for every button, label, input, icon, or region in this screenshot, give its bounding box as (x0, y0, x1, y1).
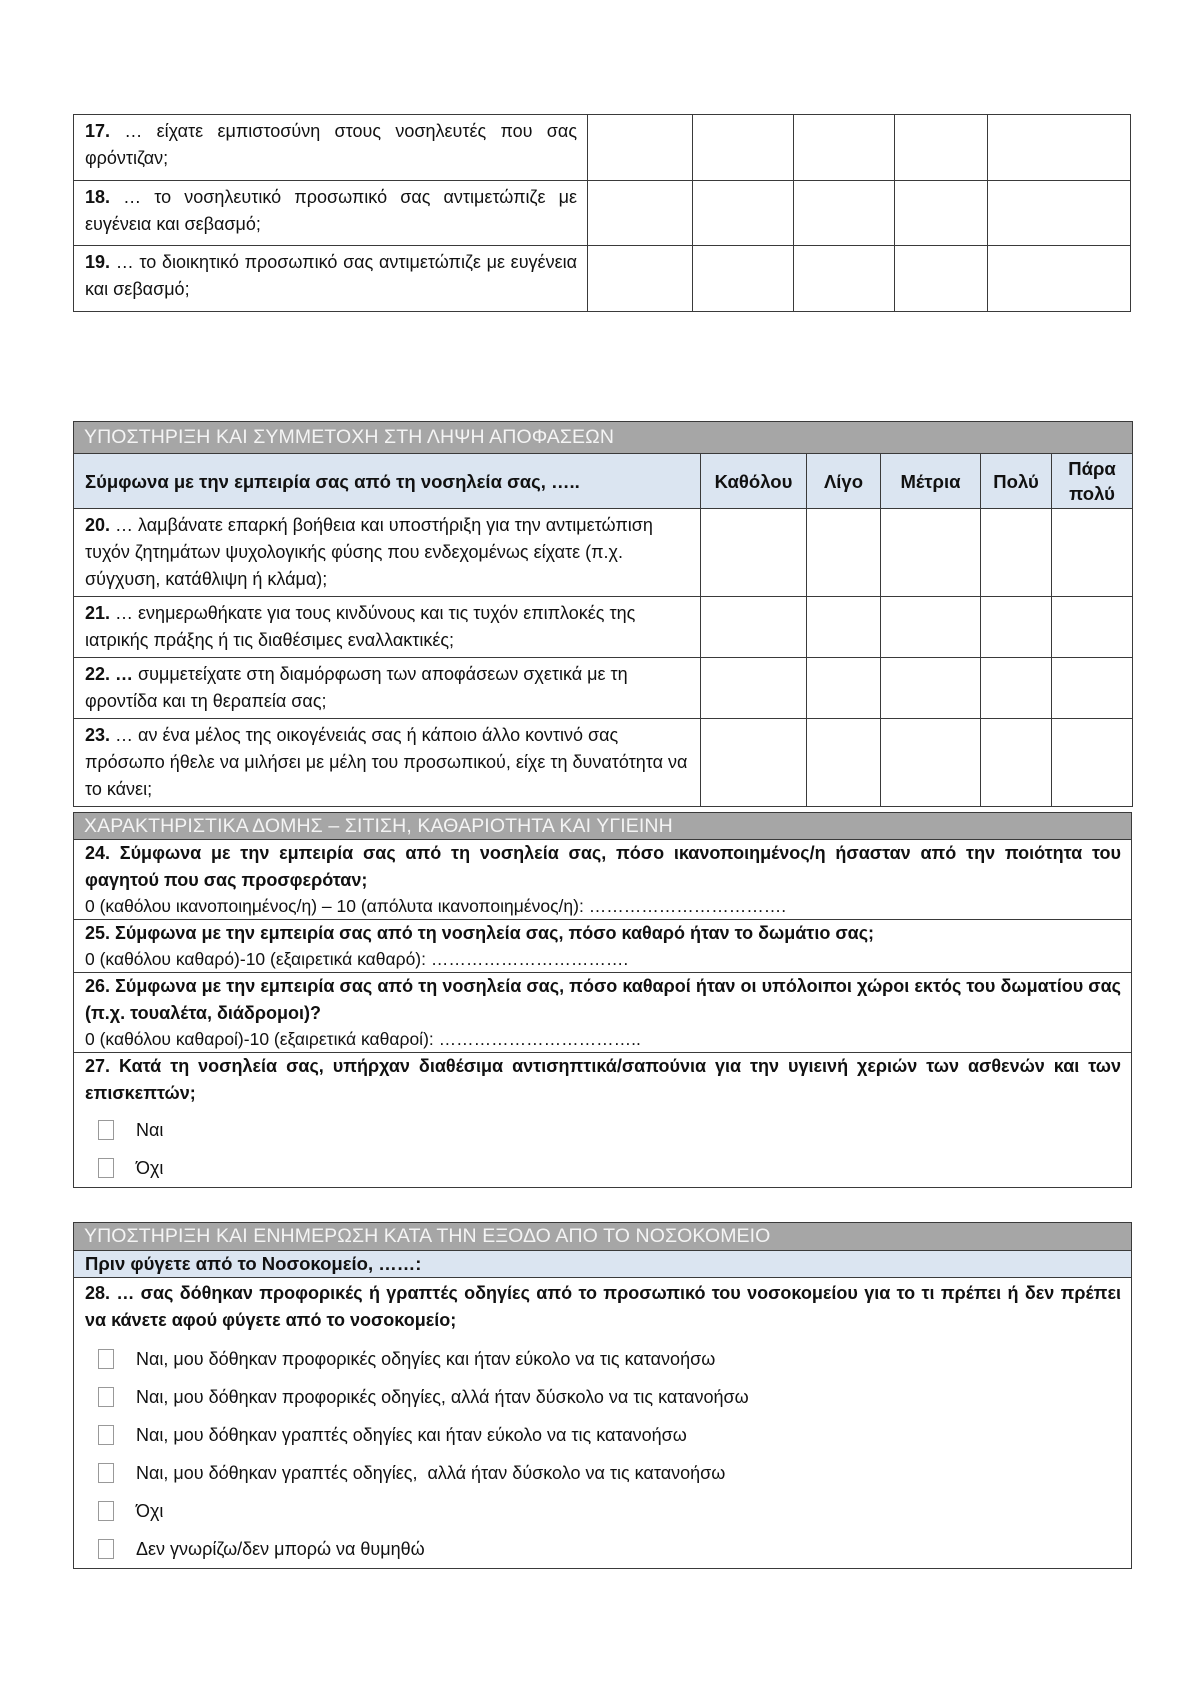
question-text: 23. … αν ένα μέλος της οικογένειάς σας ή κάποιο άλλο κοντινό σας πρόσωπο ήθελε να μιλήσει με μέλη του προσωπικού, είχε τη δυνατότητα να το κάνει; (74, 719, 701, 807)
checkbox-icon[interactable] (98, 1539, 114, 1559)
section-title: ΧΑΡΑΚΤΗΡΙΣΤΙΚΑ ΔΟΜΗΣ – ΣΙΤΙΣΗ, ΚΑΘΑΡΙΟΤΗΤΑ ΚΑΙ ΥΓΙΕΙΝΗ (74, 813, 1132, 840)
rating-cell[interactable] (701, 719, 807, 807)
facilities-table (73, 812, 1132, 1188)
rating-cell[interactable] (693, 246, 794, 312)
rating-cell[interactable] (881, 719, 981, 807)
scale-header-none: Καθόλου (701, 454, 807, 509)
rating-cell[interactable] (701, 509, 807, 597)
rating-cell[interactable] (988, 246, 1131, 312)
question-row-19 (74, 246, 1131, 312)
option-written-easy[interactable]: Ναι, μου δόθηκαν γραπτές οδηγίες και ήταν εύκολο να τις κατανοήσω (74, 1416, 1131, 1454)
question-row-21 (74, 597, 1133, 658)
checkbox-icon[interactable] (98, 1349, 114, 1369)
option-oral-easy[interactable]: Ναι, μου δόθηκαν προφορικές οδηγίες και ήταν εύκολο να τις κατανοήσω (74, 1340, 1131, 1378)
checkbox-icon[interactable] (98, 1501, 114, 1521)
rating-cell[interactable] (1052, 719, 1133, 807)
option-yes[interactable]: Ναι (74, 1111, 1131, 1149)
rating-cell[interactable] (807, 658, 881, 719)
checkbox-icon[interactable] (98, 1158, 114, 1178)
rating-cell[interactable] (693, 115, 794, 181)
section-prompt: Σύμφωνα με την εμπειρία σας από τη νοσηλεία σας, ….. (74, 454, 701, 509)
question-28 (74, 1278, 1132, 1569)
section-title: ΥΠΟΣΤΗΡΙΞΗ ΚΑΙ ΣΥΜΜΕΤΟΧΗ ΣΤΗ ΛΗΨΗ ΑΠΟΦΑΣΕΩΝ (74, 422, 1133, 454)
question-27 (74, 1053, 1132, 1188)
scale-header-very-much: Πάρα πολύ (1052, 454, 1133, 509)
rating-cell[interactable] (895, 115, 988, 181)
rating-cell[interactable] (881, 658, 981, 719)
rating-cell[interactable] (807, 509, 881, 597)
question-24 (74, 840, 1132, 920)
rating-cell[interactable] (988, 181, 1131, 246)
question-text: 26. Σύμφωνα με την εμπειρία σας από τη νοσηλεία σας, πόσο καθαροί ήταν οι υπόλοιποι χώροι εκτός του δωματίου σας (π.χ. τουαλέτα, διάδρομοι)? (85, 976, 1121, 1023)
rating-cell[interactable] (895, 181, 988, 246)
checkbox-icon[interactable] (98, 1120, 114, 1140)
checkbox-icon[interactable] (98, 1425, 114, 1445)
question-text: 24. Σύμφωνα με την εμπειρία σας από τη νοσηλεία σας, πόσο ικανοποιημένος/η ήσασταν από την ποιότητα του φαγητού που σας προσφερόταν; (85, 843, 1121, 890)
question-row-18 (74, 181, 1131, 246)
question-row-20 (74, 509, 1133, 597)
support-decisions-table (73, 421, 1133, 807)
question-text: 21. … ενημερωθήκατε για τους κινδύνους και τις τυχόν επιπλοκές της ιατρικής πράξης ή τις διαθέσιμες εναλλακτικές; (74, 597, 701, 658)
rating-cell[interactable] (1052, 597, 1133, 658)
rating-cell[interactable] (701, 658, 807, 719)
question-text: 17. … είχατε εμπιστοσύνη στους νοσηλευτές που σας φρόντιζαν; (74, 115, 588, 181)
scale-header-little: Λίγο (807, 454, 881, 509)
rating-cell[interactable] (693, 181, 794, 246)
rating-cell[interactable] (988, 115, 1131, 181)
rating-cell[interactable] (588, 246, 693, 312)
rating-cell[interactable] (881, 597, 981, 658)
rating-cell[interactable] (981, 509, 1052, 597)
patient-staff-table (73, 114, 1131, 312)
scale-header-much: Πολύ (981, 454, 1052, 509)
rating-cell[interactable] (794, 115, 895, 181)
rating-cell[interactable] (1052, 509, 1133, 597)
question-text: 22. … συμμετείχατε στη διαμόρφωση των αποφάσεων σχετικά με τη φροντίδα και τη θεραπεία σας; (74, 658, 701, 719)
checkbox-icon[interactable] (98, 1463, 114, 1483)
score-field[interactable]: 0 (καθόλου ικανοποιημένος/η) – 10 (απόλυτα ικανοποιημένος/η): ……………………………. (85, 896, 787, 916)
question-row-17 (74, 115, 1131, 181)
question-row-22 (74, 658, 1133, 719)
option-no[interactable]: Όχι (74, 1492, 1131, 1530)
score-field[interactable]: 0 (καθόλου καθαροί)-10 (εξαιρετικά καθαροί): …………………………….. (85, 1029, 641, 1049)
scale-header-moderate: Μέτρια (881, 454, 981, 509)
question-text: 20. … λαμβάνατε επαρκή βοήθεια και υποστήριξη για την αντιμετώπιση τυχόν ζητημάτων ψυχολογικής φύσης που ενδεχομένως είχατε (π.χ. σύγχυση, κατάθλιψη ή κλάμα); (74, 509, 701, 597)
rating-cell[interactable] (981, 597, 1052, 658)
rating-cell[interactable] (807, 597, 881, 658)
rating-cell[interactable] (881, 509, 981, 597)
option-no[interactable]: Όχι (74, 1149, 1131, 1187)
checkbox-icon[interactable] (98, 1387, 114, 1407)
discharge-table (73, 1222, 1132, 1569)
question-text: 19. … το διοικητικό προσωπικό σας αντιμετώπιζε με ευγένεια και σεβασμό; (74, 246, 588, 312)
question-text: 25. Σύμφωνα με την εμπειρία σας από τη νοσηλεία σας, πόσο καθαρό ήταν το δωμάτιο σας; (85, 923, 875, 943)
question-text: 18. … το νοσηλευτικό προσωπικό σας αντιμετώπιζε με ευγένεια και σεβασμό; (74, 181, 588, 246)
rating-cell[interactable] (701, 597, 807, 658)
question-text: 27. Κατά τη νοσηλεία σας, υπήρχαν διαθέσιμα αντισηπτικά/σαπούνια για την υγιεινή χεριών των ασθενών και των επισκεπτών; (85, 1056, 1121, 1103)
section-title: ΥΠΟΣΤΗΡΙΞΗ ΚΑΙ ΕΝΗΜΕΡΩΣΗ ΚΑΤΑ ΤΗΝ ΕΞΟΔΟ ΑΠΟ ΤΟ ΝΟΣΟΚΟΜΕΙΟ (74, 1223, 1132, 1251)
rating-cell[interactable] (588, 181, 693, 246)
rating-cell[interactable] (807, 719, 881, 807)
section-prompt: Πριν φύγετε από το Νοσοκομείο, ……: (74, 1251, 1132, 1278)
rating-cell[interactable] (794, 181, 895, 246)
question-25 (74, 920, 1132, 973)
question-text: 28. … σας δόθηκαν προφορικές ή γραπτές οδηγίες από το προσωπικό του νοσοκομείου για το τι πρέπει ή δεν πρέπει να κάνετε αφού φύγετε από το νοσοκομείο; (85, 1283, 1121, 1330)
option-dont-know[interactable]: Δεν γνωρίζω/δεν μπορώ να θυμηθώ (74, 1530, 1131, 1568)
rating-cell[interactable] (981, 719, 1052, 807)
rating-cell[interactable] (895, 246, 988, 312)
question-row-23 (74, 719, 1133, 807)
option-oral-hard[interactable]: Ναι, μου δόθηκαν προφορικές οδηγίες, αλλά ήταν δύσκολο να τις κατανοήσω (74, 1378, 1131, 1416)
rating-cell[interactable] (981, 658, 1052, 719)
option-written-hard[interactable]: Ναι, μου δόθηκαν γραπτές οδηγίες, αλλά ήταν δύσκολο να τις κατανοήσω (74, 1454, 1131, 1492)
rating-cell[interactable] (588, 115, 693, 181)
rating-cell[interactable] (794, 246, 895, 312)
score-field[interactable]: 0 (καθόλου καθαρό)-10 (εξαιρετικά καθαρό): ……………………………. (85, 949, 629, 969)
question-26 (74, 973, 1132, 1053)
rating-cell[interactable] (1052, 658, 1133, 719)
